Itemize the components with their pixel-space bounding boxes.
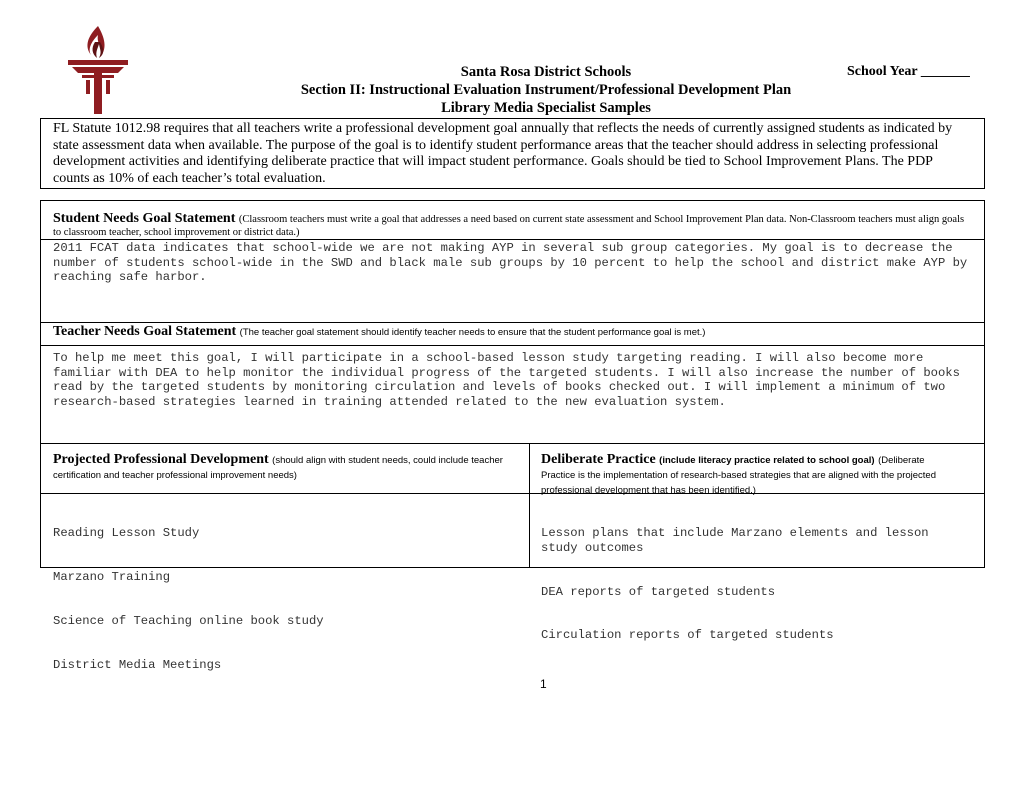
divider	[41, 322, 984, 323]
teacher-needs-note: (The teacher goal statement should identify teacher needs to ensure that the student performance goal is met.)	[239, 327, 706, 338]
column-divider	[529, 444, 530, 567]
divider	[41, 345, 984, 346]
divider	[41, 493, 984, 494]
page-number: 1	[540, 677, 547, 691]
teacher-needs-title: Teacher Needs Goal Statement	[53, 324, 237, 339]
torch-logo-icon	[64, 24, 132, 116]
deliberate-practice-note: (Deliberate Practice is the implementation of research-based strategies that are aligned with the projected professional development that has been identified.)	[541, 455, 936, 496]
teacher-needs-response[interactable]: To help me meet this goal, I will participate in a school-based lesson study targeting reading. I will also become more familiar with DEA to help monitor the individual progress of the targeted students. I will also increase the number of books read by the targeted students by monitoring circulation and levels of books checked out. I will implement a minimum of two research-based strategies learned in training attended related to the new evaluation system.	[53, 351, 968, 409]
projected-pd-header	[53, 453, 515, 483]
list-item: Marzano Training	[53, 569, 171, 584]
school-year-field[interactable]: School Year _______	[847, 64, 970, 79]
projected-pd-title: Projected Professional Development	[53, 452, 269, 467]
deliberate-practice-note-bold: (include literacy practice related to school goal)	[659, 455, 875, 466]
section-title: Section II: Instructional Evaluation Instrument/Professional Development Plan	[300, 82, 792, 98]
deliberate-practice-title: Deliberate Practice	[541, 452, 656, 467]
page-subtitle: Library Media Specialist Samples	[441, 100, 651, 116]
teacher-needs-header	[53, 326, 973, 339]
student-needs-header	[53, 213, 973, 239]
student-needs-note: (Classroom teachers must write a goal that addresses a need based on current state assessment and School Improvement Plan data. Non-Classroom teachers must align goals to classroom teacher, school improvement or district data.)	[53, 214, 965, 238]
list-item: DEA reports of targeted students	[541, 584, 776, 599]
deliberate-practice-list[interactable]	[541, 497, 961, 672]
pdp-form	[40, 200, 985, 672]
district-title: Santa Rosa District Schools	[460, 64, 632, 80]
list-item: Lesson plans that include Marzano elements and lesson study outcomes	[541, 526, 936, 555]
intro-statement: FL Statute 1012.98 requires that all teachers write a professional development goal annually that reflects the needs of currently assigned students as indicated by state assessment data when available. The purpose of the goal is to identify student performance areas that the teacher should address in selecting professional development activities and identifying deliberate practice that will impact student performance. Goals should be tied to School Improvement Plans. The PDP counts as 10% of each teacher’s total evaluation.	[40, 118, 985, 189]
list-item: Reading Lesson Study	[53, 526, 200, 541]
list-item: District Media Meetings	[53, 657, 222, 672]
student-needs-title: Student Needs Goal Statement	[53, 211, 236, 226]
projected-pd-note: (should align with student needs, could include teacher certification and teacher professional improvement needs)	[53, 455, 503, 481]
student-needs-response[interactable]: 2011 FCAT data indicates that school-wide we are not making AYP in several sub group categories. My goal is to decrease the number of students school-wide in the SWD and black male sub groups by 10 percent to help the school and district make AYP by reaching safe harbor.	[53, 241, 975, 285]
projected-pd-list[interactable]	[53, 497, 523, 701]
deliberate-practice-header	[541, 453, 961, 498]
list-item: Circulation reports of targeted students	[541, 628, 834, 643]
divider	[41, 239, 984, 240]
list-item: Science of Teaching online book study	[53, 613, 324, 628]
divider	[41, 443, 984, 444]
